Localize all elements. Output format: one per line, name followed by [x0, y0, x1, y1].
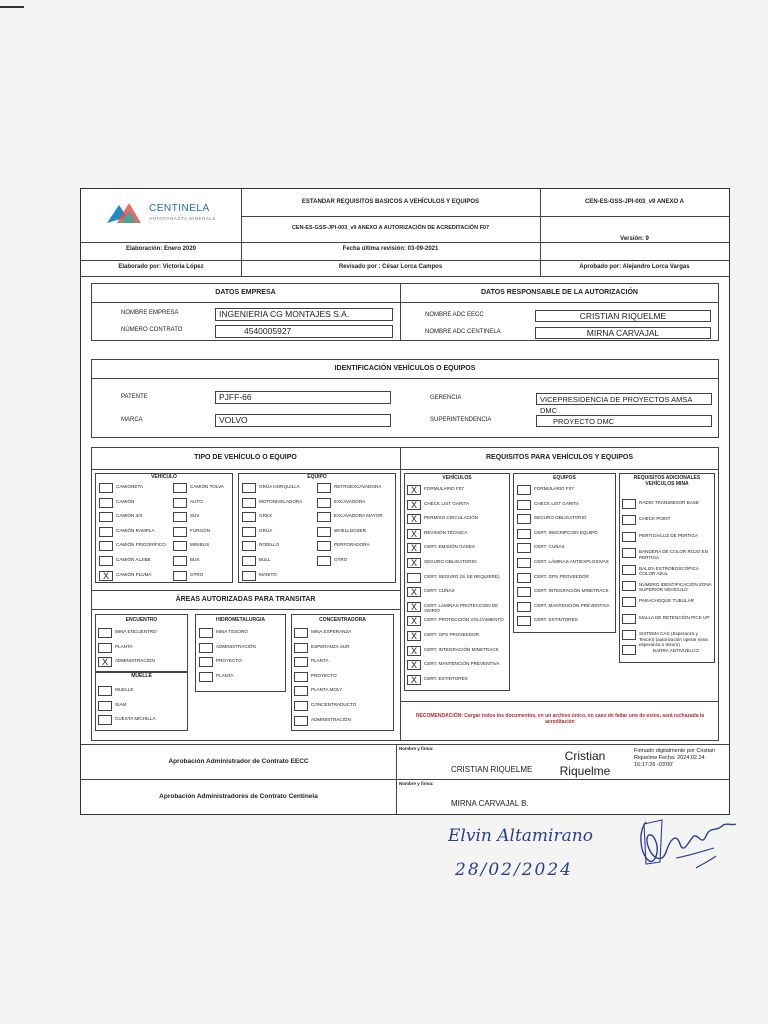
checkbox-label: ADMINISTRACIÓN [115, 658, 155, 664]
checkbox-label: BARRA ANTIVUELCO [653, 648, 699, 653]
checkbox[interactable] [517, 602, 531, 612]
checkbox-label: MALLA DE RETENCIÓN PICK UP [639, 614, 710, 620]
checkbox-label: RETROEXCAVADORA [334, 484, 382, 489]
checkbox-label: ESPERANZA SUR [311, 643, 350, 649]
document-version: Versión: 9 [620, 236, 649, 242]
checkbox-label: BANDERA DE COLOR ROJO EN PERTIGA [639, 549, 708, 560]
approval-eecc-label: Aprobación Administrador de Contrato EECC [168, 758, 309, 765]
checkbox-label: GRÚA [259, 527, 273, 533]
checkbox[interactable]: X [407, 675, 421, 685]
checkbox-label: BULL [259, 557, 271, 562]
checkbox-label: GRÚA HORQUILLA [259, 484, 300, 489]
checkbox-label: CAMIÓN FRIGORÍFICO [116, 542, 166, 548]
checkbox[interactable] [317, 541, 331, 551]
elaborated-by: Elaborado por: Victoria López [118, 264, 204, 270]
adc-centinela-label: NOMBRE ADC CENTINELA [425, 329, 501, 335]
checkbox-label: CHECK LIST GARITA [534, 500, 580, 506]
checkbox-label: CERT. GPS PROVEEDOR [424, 632, 479, 637]
checkbox-label: FURGÓN [190, 527, 210, 533]
checkbox[interactable] [622, 597, 636, 607]
checkbox-label: CERT. INTEGRACIÓN MINETRACK [534, 588, 609, 594]
checkbox-label: SISTEMA CAS (Esperanza y Tesoro) (autorización operar mina esperanza o tesoro) [639, 631, 708, 647]
checkbox[interactable]: X [407, 529, 421, 539]
checkbox-label: BALIZA ESTROBOSCÓPICA COLOR AZUL [639, 565, 699, 576]
checkbox[interactable] [173, 512, 187, 522]
header-divider [81, 260, 729, 261]
checkbox-label: PARACHOQUE TUBULAR [639, 598, 694, 604]
checkbox-label: RADIO TRANSMISOR BASE [639, 500, 699, 505]
checkbox-label: FORMULARIO F07 [424, 486, 464, 491]
checkbox-label: CERT. SEGURO (Si SE REQUIERE) [424, 573, 500, 579]
checkbox-label: CERT. INSCRIPCIÓN EQUIPO [534, 529, 598, 535]
section-divider [91, 469, 719, 470]
checkbox[interactable] [407, 573, 421, 583]
logo-name: CENTINELA [149, 203, 210, 214]
checkbox-label: CERT. MANTENCIÓN PREVENTIVA [534, 602, 610, 608]
checkbox-label: PROYECTO [311, 672, 337, 678]
vehiculo-header: VEHÍCULO [151, 474, 177, 480]
checkbox-label: ADMINISTRACIÓN [216, 643, 256, 649]
req-adicionales-header: REQUISITOS ADICIONALES VEHÍCULOS MINA [633, 475, 701, 487]
checkbox[interactable] [173, 571, 187, 581]
checkbox[interactable] [317, 556, 331, 566]
checkbox-label: ADMINISTRACIÓN [311, 716, 351, 722]
patente-field[interactable]: PJFF-66 [215, 391, 391, 404]
header-divider [81, 242, 729, 243]
checkbox[interactable] [294, 643, 308, 653]
datos-responsable-title: DATOS RESPONSABLE DE LA AUTORIZACIÓN [481, 289, 638, 296]
checkbox[interactable] [517, 558, 531, 568]
checkbox-label: EXCAVADORA MAYOR [334, 513, 383, 519]
checkbox-label: PLANTA [311, 658, 329, 664]
areas-title: ÁREAS AUTORIZADAS PARA TRANSITAR [175, 596, 316, 603]
standard-title: ESTANDAR REQUISITOS BASICOS A VEHÍCULOS Y EQUIPOS [301, 199, 480, 205]
eecc-signature-label: Nombre y firma: [399, 746, 434, 751]
document-code: CEN-ES-GSS-JPI-003_v9 ANEXO A [585, 199, 684, 205]
digital-signature-stamp: Firmado digitalmente por Cristian Riquelme Fecha: 2024.02.24 16:17:26 -03'00' [634, 748, 716, 768]
checkbox-label: CAMIÓN [116, 498, 135, 504]
checkbox-label: MINIBUS [190, 542, 210, 548]
centinela-logo [105, 197, 235, 237]
checkbox[interactable] [98, 686, 112, 696]
header-divider [81, 276, 729, 277]
section-divider [91, 302, 719, 303]
checkbox-label: CERT. EXTINTORES [534, 617, 578, 623]
checkbox-label: SIAM [115, 701, 127, 707]
checkbox-label: WHELLDOZER [334, 527, 366, 533]
checkbox[interactable]: X [407, 543, 421, 553]
checkbox[interactable]: X [407, 660, 421, 670]
section-divider [91, 590, 400, 591]
centinela-signature-label: Nombre y firma: [399, 781, 434, 786]
empresa-label: NOMBRE EMPRESA [121, 310, 179, 316]
checkbox-label: PROYECTO [216, 658, 242, 664]
checkbox[interactable] [242, 498, 256, 508]
checkbox[interactable] [622, 499, 636, 509]
patente-label: PATENTE [121, 394, 148, 400]
checkbox-label: RODILLO [259, 542, 280, 548]
checkbox-label: CERT. INTEGRACIÓN MINETRACK [424, 646, 499, 652]
checkbox-label: CERT. LÁMINAS PROTECCIÓN DE VIDRIO [424, 602, 499, 614]
checkbox-label: CAMIONETA [116, 484, 143, 489]
checkbox-label: CERT. LÁMINAS ANTIEXPLOSIVAS [534, 559, 609, 564]
checkbox[interactable] [199, 657, 213, 667]
checkbox[interactable] [622, 581, 636, 591]
checkbox[interactable] [622, 645, 636, 655]
checkbox[interactable] [622, 565, 636, 575]
checkbox-label: CAMIÓN PLUMA [116, 571, 152, 577]
concentradora-header: CONCENTRADORA [319, 617, 366, 623]
checkbox[interactable] [317, 483, 331, 493]
checkbox[interactable] [317, 512, 331, 522]
checkbox[interactable] [99, 498, 113, 508]
checkbox[interactable] [173, 541, 187, 551]
adc-centinela-field[interactable]: MIRNA CARVAJAL [535, 327, 711, 339]
checkbox-label: PERFORADORA [334, 542, 370, 548]
checkbox[interactable]: X [407, 587, 421, 597]
checkbox-label: MUELLE [115, 687, 134, 692]
checkbox-label: PLANTA MOLY [311, 687, 343, 693]
checkbox[interactable] [517, 485, 531, 495]
checkbox-label: CERT. EXTINTORES [424, 675, 468, 681]
approval-divider [81, 744, 729, 745]
approval-divider [81, 779, 729, 780]
checkbox[interactable] [517, 529, 531, 539]
reviewed-by: Revisado por : César Lorca Campos [338, 264, 443, 270]
checkbox-label: PERMISO CIRCULACIÓN [424, 515, 479, 521]
handwritten-signature [636, 812, 740, 876]
adc-eecc-field[interactable]: CRISTIAN RIQUELME [535, 310, 711, 322]
superintendencia-field[interactable]: PROYECTO DMC [536, 415, 712, 427]
checkbox[interactable] [517, 573, 531, 583]
checkbox[interactable] [317, 527, 331, 537]
checkbox[interactable] [517, 514, 531, 524]
checkbox[interactable] [199, 628, 213, 638]
checkbox[interactable]: X [99, 571, 113, 581]
checkbox[interactable]: X [407, 646, 421, 656]
checkbox[interactable] [173, 527, 187, 537]
logo-mountain-icon [105, 197, 145, 229]
checkbox[interactable] [517, 543, 531, 553]
checkbox[interactable] [517, 500, 531, 510]
checkbox-label: CERT. CUÑAS [424, 588, 455, 594]
centinela-signer-name: MIRNA CARVAJAL B. [451, 799, 529, 808]
accreditation-form [80, 188, 730, 815]
checkbox[interactable] [242, 541, 256, 551]
section-divider [400, 447, 401, 741]
superintendencia-label: SUPERINTENDENCIA [430, 417, 492, 423]
checkbox[interactable] [99, 556, 113, 566]
checkbox[interactable] [173, 483, 187, 493]
checkbox-label: CERT. MANTENCIÓN PREVENTIVA [424, 661, 500, 667]
checkbox[interactable] [294, 716, 308, 726]
checkbox[interactable] [98, 628, 112, 638]
checkbox[interactable] [622, 614, 636, 624]
section-divider [91, 378, 719, 379]
checkbox[interactable] [517, 616, 531, 626]
checkbox[interactable] [622, 532, 636, 542]
checkbox-label: OTRO [334, 557, 348, 562]
approval-divider [396, 744, 397, 814]
checkbox-label: SEGURO OBLIGATORIO [534, 515, 587, 521]
checkbox[interactable]: X [407, 558, 421, 568]
checkbox[interactable] [98, 701, 112, 711]
checkbox-label: BUS [190, 557, 200, 562]
handwritten-name: Elvin Altamirano [448, 826, 593, 846]
gerencia-field[interactable]: VICEPRESIDENCIA DE PROYECTOS AMSA DMC [536, 393, 712, 405]
page-edge-mark [0, 6, 24, 8]
checkbox[interactable]: X [407, 485, 421, 495]
checkbox-label: MINA TESORO [216, 629, 248, 634]
checkbox[interactable]: X [407, 631, 421, 641]
checkbox[interactable] [199, 672, 213, 682]
checkbox-label: CERT. PROTECCIÓN VOLCAMIENTO [424, 617, 504, 623]
checkbox[interactable] [517, 587, 531, 597]
checkbox[interactable] [622, 515, 636, 525]
section-divider [400, 701, 719, 702]
checkbox[interactable] [294, 657, 308, 667]
empresa-field[interactable]: INGENIERIA CG MONTAJES S.A. [215, 308, 393, 321]
checkbox-label: CUESTA MICHILLA [115, 716, 156, 722]
gerencia-label: GERENCIA [430, 395, 462, 401]
checkbox-label: REVISIÓN TÉCNICA [424, 529, 468, 535]
checkbox[interactable] [242, 512, 256, 522]
checkbox[interactable] [242, 571, 256, 581]
checkbox-label: PLANTA [216, 672, 234, 678]
checkbox[interactable] [242, 556, 256, 566]
marca-field[interactable]: VOLVO [215, 414, 391, 427]
checkbox-label: FORMULARIO F07 [534, 486, 574, 491]
checkbox-label: SUV [190, 513, 200, 519]
checkbox[interactable] [294, 701, 308, 711]
document-title: CEN-ES-GSS-JPI-003_v9 ANEXO A AUTORIZACIÓN DE ACREDITACIÓN F07 [291, 225, 490, 231]
muelle-header: MUELLE [131, 673, 152, 679]
approved-by: Aprobado por: Alejandro Lorca Vargas [579, 264, 690, 270]
checkbox-label: MINA ESPERANZA [311, 629, 352, 634]
checkbox[interactable]: X [407, 616, 421, 626]
elaboration-date: Elaboración: Enero 2020 [125, 246, 197, 252]
checkbox-label: PERTIGA/LUZ DE PERTIGA [639, 532, 699, 538]
checkbox-label: CAMIÓN ALJIBE [116, 557, 151, 562]
checkbox-label: CONCENTRADUCTO [311, 702, 357, 707]
checkbox[interactable] [99, 512, 113, 522]
checkbox[interactable] [294, 628, 308, 638]
identificacion-title: IDENTIFICACIÓN VEHÍCULOS O EQUIPOS [334, 365, 476, 372]
checkbox[interactable] [242, 527, 256, 537]
checkbox[interactable] [242, 483, 256, 493]
checkbox-label: CERT. GPS PROVEEDOR [534, 573, 589, 579]
checkbox[interactable]: X [407, 602, 421, 612]
header-divider [241, 216, 729, 217]
checkbox-label: GREX [259, 513, 273, 519]
checkbox-label: AUTO [190, 498, 203, 504]
eecc-signer-name: CRISTIAN RIQUELME [451, 765, 533, 774]
checkbox[interactable] [317, 498, 331, 508]
checkbox-label: CHECK LIST GARITA [424, 500, 470, 506]
recommendation-note: RECOMENDACIÓN: Cargar todos los documentos, en un archivo único, en caso de faltar uno de estos, será rechazada la acreditación [415, 713, 705, 725]
req-vehiculos-header: VEHÍCULOS [442, 475, 472, 481]
checkbox-label: NÚMERO IDENTIFICACIÓN ZONA SUPERIOR VEHÍCULO [639, 582, 712, 593]
checkbox-label: CAMIÓN RAMPLA [116, 527, 155, 533]
checkbox-label: CHECK POINT [639, 516, 671, 522]
checkbox[interactable] [294, 672, 308, 682]
checkbox[interactable] [294, 686, 308, 696]
revision-date: Fecha última revisión: 03-09-2021 [342, 246, 439, 252]
requisitos-title: REQUISITOS PARA VEHÍCULOS Y EQUIPOS [485, 454, 634, 461]
checkbox[interactable]: X [407, 500, 421, 510]
contrato-field[interactable]: 4540005927 [215, 325, 393, 338]
datos-empresa-title: DATOS EMPRESA [215, 289, 276, 296]
checkbox-label: CAMIÓN TOLVA [190, 484, 224, 489]
checkbox[interactable] [98, 643, 112, 653]
hidro-header: HIDROMETALURGIA [215, 617, 266, 623]
checkbox-label: EXCAVADORA [334, 498, 366, 504]
checkbox[interactable] [99, 527, 113, 537]
logo-subtitle: ANTOFAGASTA MINERALS [149, 216, 216, 221]
checkbox-label: MANITO [259, 571, 277, 577]
checkbox-label: SEGURO OBLIGATORIO [424, 559, 477, 564]
checkbox-label: CERT. EMISIÓN GASES [424, 544, 475, 550]
checkbox-label: CAMIÓN 3/4 [116, 513, 143, 519]
encuentro-header: ENCUENTRO [125, 617, 158, 623]
equipo-header: EQUIPO [307, 474, 327, 480]
checkbox-label: CERT. CUÑAS [534, 544, 565, 550]
section-divider [91, 609, 400, 610]
checkbox[interactable] [622, 630, 636, 640]
checkbox-label: PLANTA [115, 643, 133, 649]
checkbox[interactable]: X [98, 657, 112, 667]
marca-label: MARCA [121, 417, 143, 423]
checkbox-label: MOTONIVELADORA [259, 498, 303, 504]
checkbox[interactable] [99, 541, 113, 551]
eecc-digital-signature-name: Cristian Riquelme [559, 749, 611, 778]
checkbox-label: MINA ENCUENTRO [115, 629, 157, 634]
req-equipos-header: EQUIPOS [553, 475, 576, 481]
adc-eecc-label: NOMBRE ADC EECC [425, 312, 484, 318]
checkbox[interactable]: X [407, 514, 421, 524]
checkbox[interactable] [98, 715, 112, 725]
checkbox[interactable] [173, 556, 187, 566]
checkbox[interactable] [622, 548, 636, 558]
checkbox[interactable] [173, 498, 187, 508]
approval-centinela-label: Aprobación Administradores de Contrato Centinela [159, 793, 318, 800]
handwritten-date: 28/02/2024 [455, 860, 573, 880]
tipo-title: TIPO DE VEHÍCULO O EQUIPO [194, 454, 297, 461]
checkbox[interactable] [199, 643, 213, 653]
checkbox-label: OTRO [190, 571, 204, 577]
checkbox[interactable] [99, 483, 113, 493]
contrato-label: NÚMERO CONTRATO [121, 327, 183, 333]
